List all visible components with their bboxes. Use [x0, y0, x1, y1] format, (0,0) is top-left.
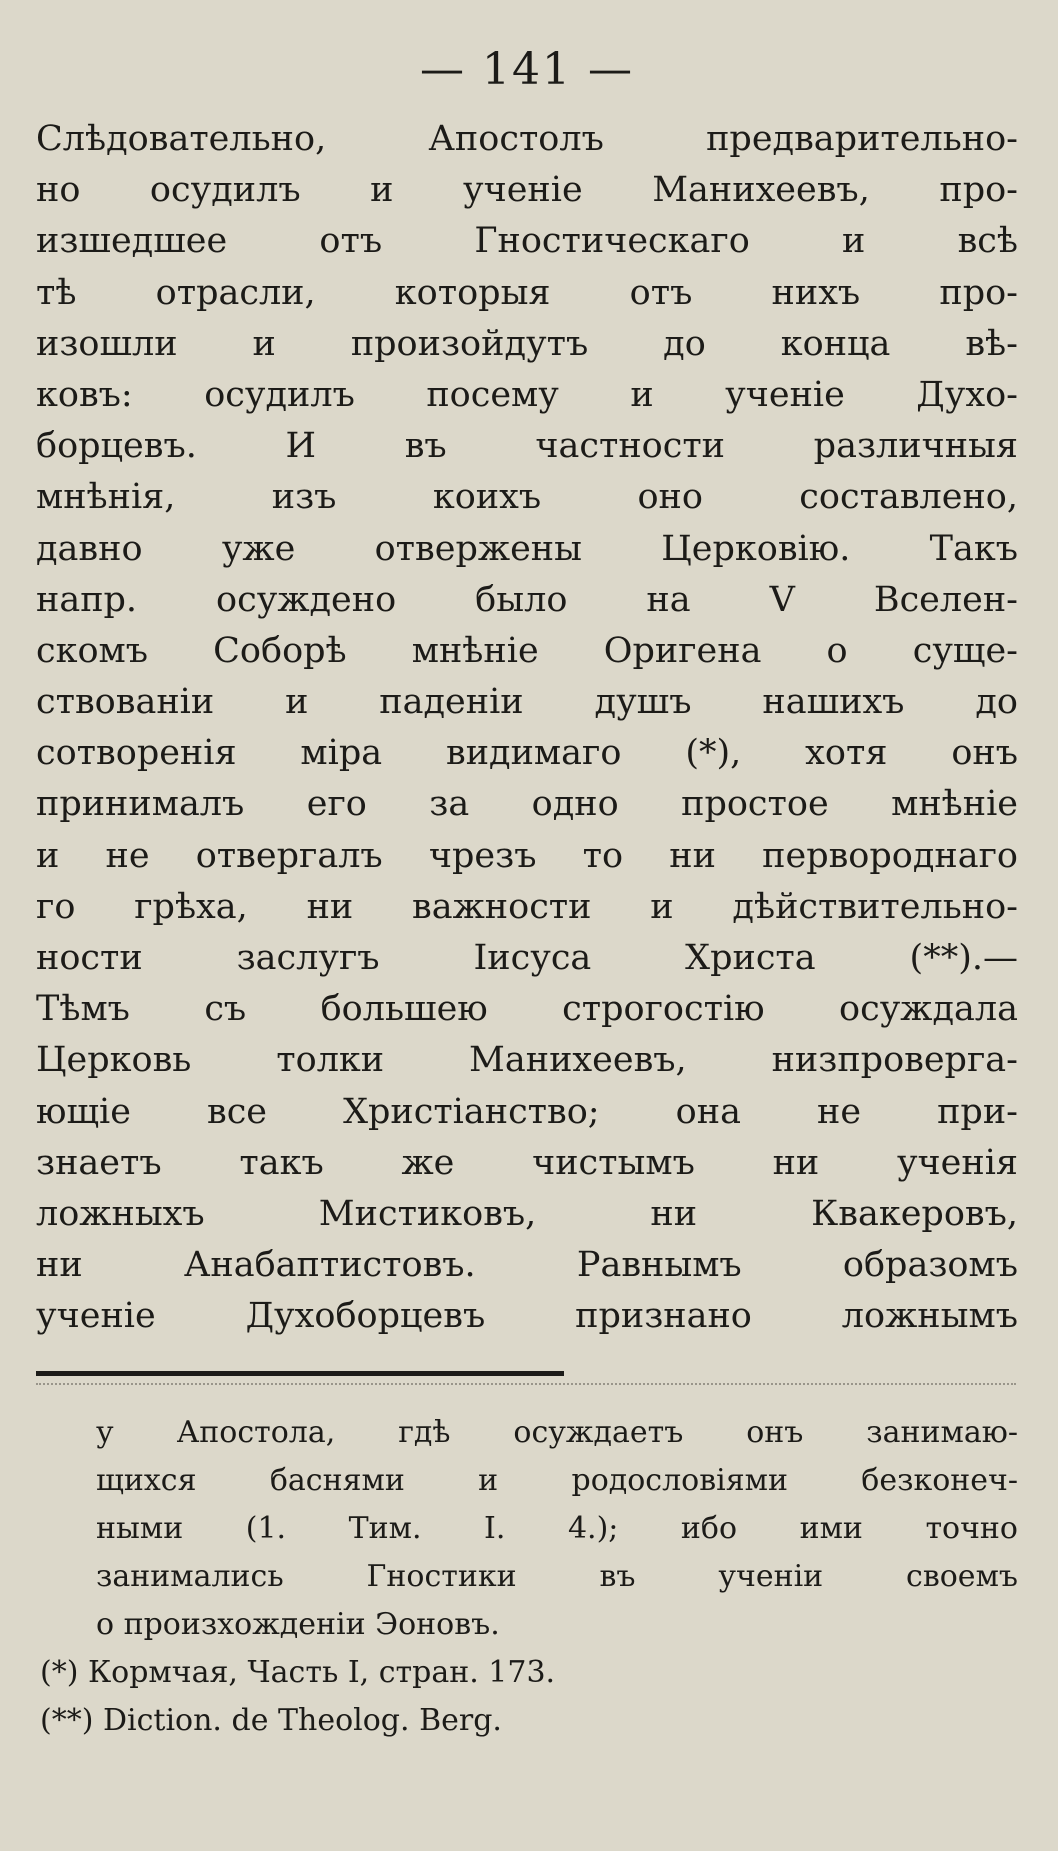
footnote-continuation-line: о произхожденіи Эоновъ.: [96, 1606, 500, 1642]
text-line: ности заслугъ Іисуса Христа (**).—: [36, 938, 1018, 978]
text-line: Церковь толки Манихеевъ, низпроверга-: [36, 1040, 1018, 1081]
text-line: ковъ: осудилъ посему и ученіе Духо-: [36, 374, 1018, 415]
text-line: изшедшее отъ Гностическаго и всѣ: [36, 221, 1018, 262]
text-line: знаетъ такъ же чистымъ ни ученія: [36, 1142, 1018, 1183]
text-line: го грѣха, ни важности и дѣйствительно-: [36, 886, 1018, 927]
footnote-note-2: (**) Diction. de Theolog. Berg.: [40, 1702, 502, 1738]
separator-dotted-line: [36, 1383, 1016, 1387]
footnote-separator: [36, 1371, 1018, 1381]
text-line: ложныхъ Мистиковъ, ни Квакеровъ,: [36, 1193, 1018, 1234]
text-line: тѣ отрасли, которыя отъ нихъ про-: [36, 272, 1018, 313]
text-line: борцевъ. И въ частности различныя: [36, 426, 1018, 467]
text-line: но осудилъ и ученіе Манихеевъ, про-: [36, 170, 1018, 211]
text-line: ствованіи и паденіи душъ нашихъ до: [36, 682, 1018, 723]
text-line: изошли и произойдутъ до конца вѣ-: [36, 323, 1018, 364]
page-number: — 141 —: [420, 44, 634, 95]
separator-rule: [36, 1371, 564, 1376]
text-line: давно уже отвержены Церковію. Такъ: [36, 528, 1018, 569]
footnote-continuation-line: занимались Гностики въ ученіи своемъ: [96, 1558, 1018, 1594]
text-line: Тѣмъ съ большею строгостію осуждала: [36, 989, 1018, 1030]
text-line: ющіе все Христіанство; она не при-: [36, 1091, 1018, 1132]
text-line: Слѣдовательно, Апостолъ предварительно-: [36, 119, 1018, 159]
footnote-continuation-line: у Апостола, гдѣ осуждаетъ онъ занимаю-: [96, 1414, 1018, 1450]
text-line: и не отвергалъ чрезъ то ни первороднаго: [36, 835, 1018, 876]
footnote-block: [36, 1409, 1018, 1745]
main-text-block: [36, 114, 1018, 1343]
text-line: ни Анабаптистовъ. Равнымъ образомъ: [36, 1245, 1018, 1286]
text-line: напр. осуждено было на V Вселен-: [36, 579, 1018, 620]
text-line: мнѣнія, изъ коихъ оно составлено,: [36, 477, 1018, 518]
footnote-note-1: (*) Кормчая, Часть I, стран. 173.: [40, 1654, 556, 1690]
text-line: принималъ его за одно простое мнѣніе: [36, 784, 1018, 825]
text-line: скомъ Соборѣ мнѣніе Оригена о суще-: [36, 630, 1018, 671]
text-line: ученіе Духоборцевъ признано ложнымъ: [36, 1296, 1018, 1337]
text-line: сотворенія міра видимаго (*), хотя онъ: [36, 733, 1018, 774]
footnote-continuation-line: щихся баснями и родословіями безконеч-: [96, 1462, 1018, 1498]
footnote-continuation-line: ными (1. Тим. I. 4.); ибо ими точно: [96, 1510, 1018, 1546]
